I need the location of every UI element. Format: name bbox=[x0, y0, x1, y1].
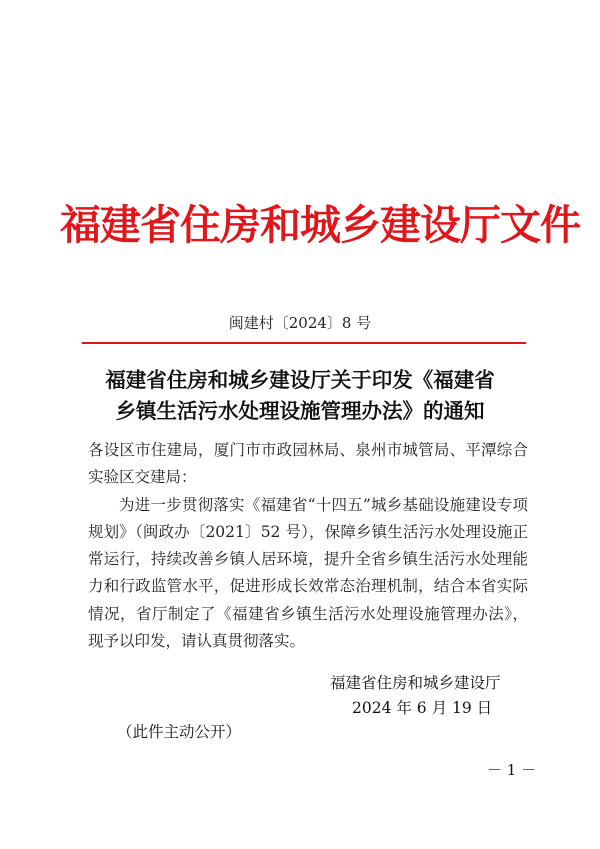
document-number: 闽建村〔2024〕8 号 bbox=[228, 314, 372, 332]
document-title-line-1: 福建省住房和城乡建设厅关于印发《福建省 bbox=[105, 368, 495, 392]
signature-date: 2024 年 6 月 19 日 bbox=[352, 699, 493, 717]
document-title-line-2: 乡镇生活污水处理设施管理办法》的通知 bbox=[115, 399, 485, 423]
issuer-banner-title: 福建省住房和城乡建设厅文件 bbox=[60, 201, 580, 249]
recipients-line: 各设区市住建局，厦门市市政园林局、泉州市城管局、平潭综合实验区交建局： bbox=[88, 441, 528, 487]
signature-issuer: 福建省住房和城乡建设厅 bbox=[330, 674, 501, 692]
document-title bbox=[70, 365, 530, 427]
body-paragraph: 为进一步贯彻落实《福建省“十四五”城乡基础设施建设专项规划》（闽政办〔2021〕52 号），保障乡镇生活污水处理设施正常运行，持续改善乡镇人居环境，提升全省乡镇生活污水处理能力和行政监管水平，促进形成长效常态治理机制，结合本省实际情况，省厅制定了《福建省乡镇生活污水处理设施管理办法》，现予以印发，请认真贯彻落实。 bbox=[88, 495, 528, 651]
red-divider-line bbox=[82, 342, 526, 344]
document-body bbox=[88, 437, 528, 655]
page-number: － 1 － bbox=[487, 761, 537, 779]
disclosure-note: （此件主动公开） bbox=[117, 723, 242, 741]
